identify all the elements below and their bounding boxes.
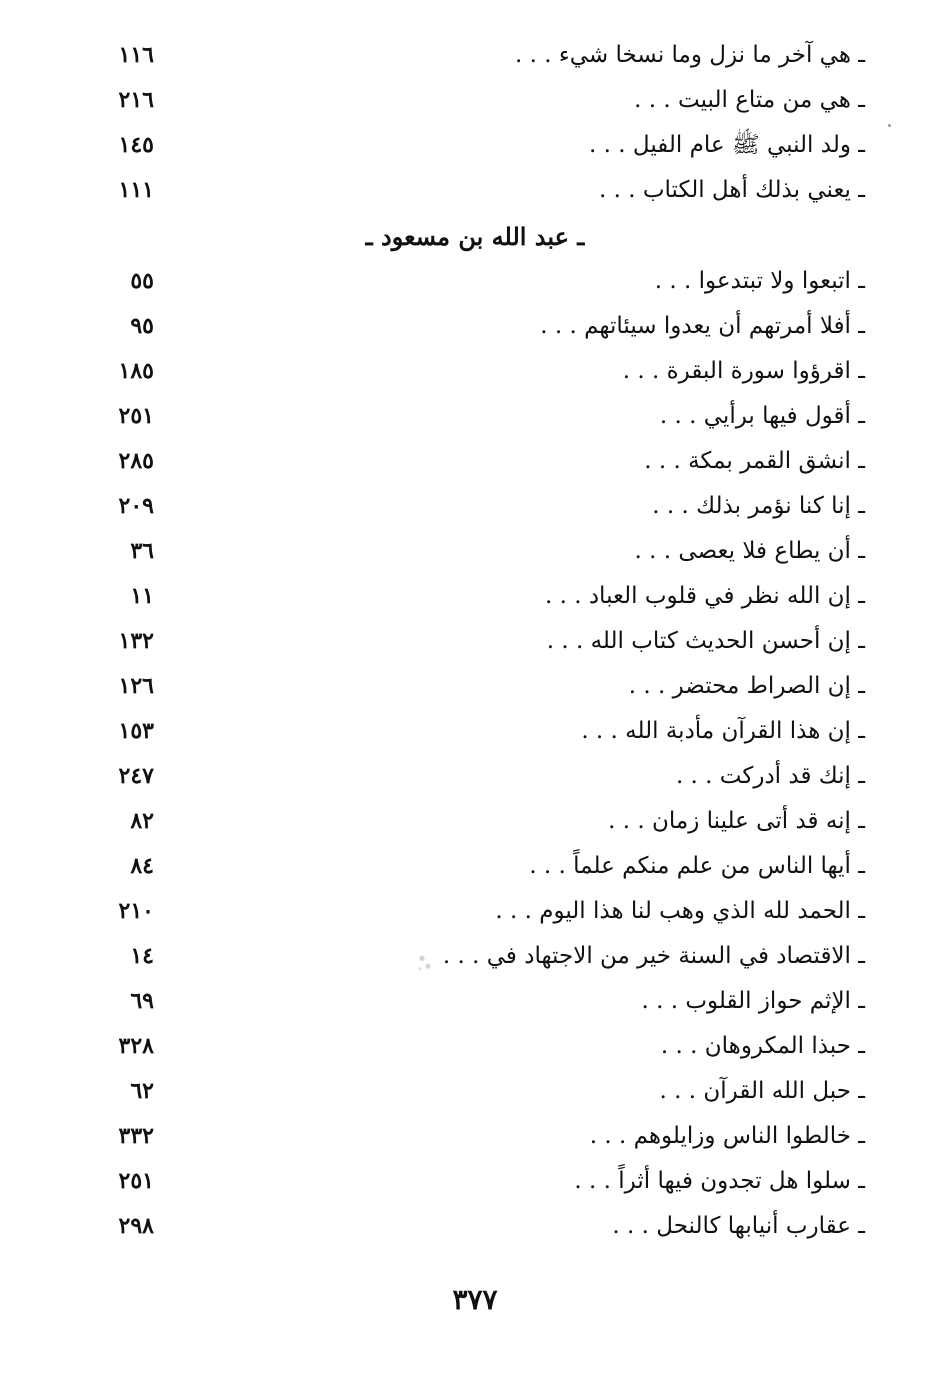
- entry-text: ـ اتبعوا ولا تبتدعوا . . .: [654, 268, 865, 294]
- index-entry: [0, 485, 950, 530]
- index-entry: [0, 1070, 950, 1115]
- index-entry: [0, 124, 950, 169]
- index-entry: [0, 710, 950, 755]
- index-entry: [0, 620, 950, 665]
- entry-page-number: ١٥٣: [118, 718, 154, 744]
- entry-text: ـ الاقتصاد في السنة خير من الاجتهاد في . . .: [442, 943, 865, 969]
- scan-speck: [888, 124, 891, 127]
- entry-text: ـ أيها الناس من علم منكم علماً . . .: [529, 853, 865, 879]
- entry-page-number: ١٤٥: [118, 132, 154, 158]
- index-entry: [0, 800, 950, 845]
- entry-page-number: ٨٢: [130, 808, 154, 834]
- section-title: ـ عبد الله بن مسعود ـ: [365, 222, 585, 251]
- entry-text: ـ سلوا هل تجدون فيها أثراً . . .: [574, 1168, 865, 1194]
- index-entry: [0, 1115, 950, 1160]
- index-entry: [0, 575, 950, 620]
- entry-text: ـ حبذا المكروهان . . .: [660, 1033, 865, 1059]
- index-entry: [0, 305, 950, 350]
- entry-page-number: ٣٣٢: [118, 1123, 154, 1149]
- entry-text: ـ إن الصراط محتضر . . .: [628, 673, 865, 699]
- entry-page-number: ١٢٦: [118, 673, 154, 699]
- entry-text: ـ اقرؤوا سورة البقرة . . .: [622, 358, 865, 384]
- index-entry: [0, 350, 950, 395]
- entry-page-number: ٥٥: [130, 268, 154, 294]
- entry-text: ـ حبل الله القرآن . . .: [659, 1078, 865, 1104]
- entry-text: ـ إنه قد أتى علينا زمان . . .: [608, 808, 865, 834]
- entry-page-number: ٢١٠: [118, 898, 154, 924]
- index-entry: [0, 79, 950, 124]
- entry-text: ـ خالطوا الناس وزايلوهم . . .: [589, 1123, 865, 1149]
- index-entry: [0, 530, 950, 575]
- entry-text: ـ أن يطاع فلا يعصى . . .: [634, 538, 865, 564]
- entry-page-number: ٢٤٧: [118, 763, 154, 789]
- entry-page-number: ١٤: [130, 943, 154, 969]
- index-entry: [0, 665, 950, 710]
- entry-text: ـ يعني بذلك أهل الكتاب . . .: [599, 177, 865, 203]
- entry-text: ـ أفلا أمرتهم أن يعدوا سيئاتهم . . .: [540, 313, 865, 339]
- entry-page-number: ١١١: [118, 177, 154, 203]
- entry-text: ـ هي آخر ما نزل وما نسخا شيء . . .: [515, 42, 865, 68]
- entry-page-number: ٨٤: [130, 853, 154, 879]
- entry-page-number: ١١: [130, 583, 154, 609]
- entry-page-number: ٢٨٥: [118, 448, 154, 474]
- entry-page-number: ٢٠٩: [118, 493, 154, 519]
- index-entry: [0, 980, 950, 1025]
- entry-text: ـ الإثم حواز القلوب . . .: [641, 988, 865, 1014]
- entry-text: ـ ولد النبي ﷺ عام الفيل . . .: [589, 132, 865, 158]
- index-entry: [0, 169, 950, 214]
- entry-text: ـ الحمد لله الذي وهب لنا هذا اليوم . . .: [495, 898, 865, 924]
- entry-text: ـ انشق القمر بمكة . . .: [644, 448, 865, 474]
- index-entry: [0, 440, 950, 485]
- index-entry: [0, 755, 950, 800]
- entry-text: ـ إن الله نظر في قلوب العباد . . .: [544, 583, 865, 609]
- entry-page-number: ٦٩: [130, 988, 154, 1014]
- entry-page-number: ٢١٦: [118, 87, 154, 113]
- index-entry: [0, 845, 950, 890]
- entry-text: ـ إنك قد أدركت . . .: [675, 763, 865, 789]
- entry-text: ـ أقول فيها برأيي . . .: [659, 403, 865, 429]
- page-number: ٣٧٧: [452, 1283, 498, 1316]
- index-entry: [0, 1025, 950, 1070]
- index-entry: [0, 395, 950, 440]
- entry-text: ـ هي من متاع البيت . . .: [634, 87, 865, 113]
- index-entry: [0, 260, 950, 305]
- entry-text: ـ إن هذا القرآن مأدبة الله . . .: [581, 718, 865, 744]
- entry-page-number: ٩٥: [130, 313, 154, 339]
- index-list: [0, 34, 950, 1250]
- entry-text: ـ عقارب أنيابها كالنحل . . .: [612, 1213, 865, 1239]
- index-entry: [0, 1160, 950, 1205]
- entry-page-number: ٢٥١: [118, 403, 154, 429]
- entry-text: ـ إن أحسن الحديث كتاب الله . . .: [546, 628, 865, 654]
- entry-text: ـ إنا كنا نؤمر بذلك . . .: [652, 493, 865, 519]
- scan-smudge: [414, 948, 434, 974]
- entry-page-number: ١٣٢: [118, 628, 154, 654]
- index-entry: [0, 1205, 950, 1250]
- entry-page-number: ١٨٥: [118, 358, 154, 384]
- entry-page-number: ١١٦: [118, 42, 154, 68]
- entry-page-number: ٢٥١: [118, 1168, 154, 1194]
- section-header-row: [0, 214, 950, 260]
- index-entry: [0, 34, 950, 79]
- entry-page-number: ٢٩٨: [118, 1213, 154, 1239]
- entry-page-number: ٣٢٨: [118, 1033, 154, 1059]
- entry-page-number: ٦٢: [130, 1078, 154, 1104]
- entry-page-number: ٣٦: [130, 538, 154, 564]
- index-entry: [0, 890, 950, 935]
- index-entry: [0, 935, 950, 980]
